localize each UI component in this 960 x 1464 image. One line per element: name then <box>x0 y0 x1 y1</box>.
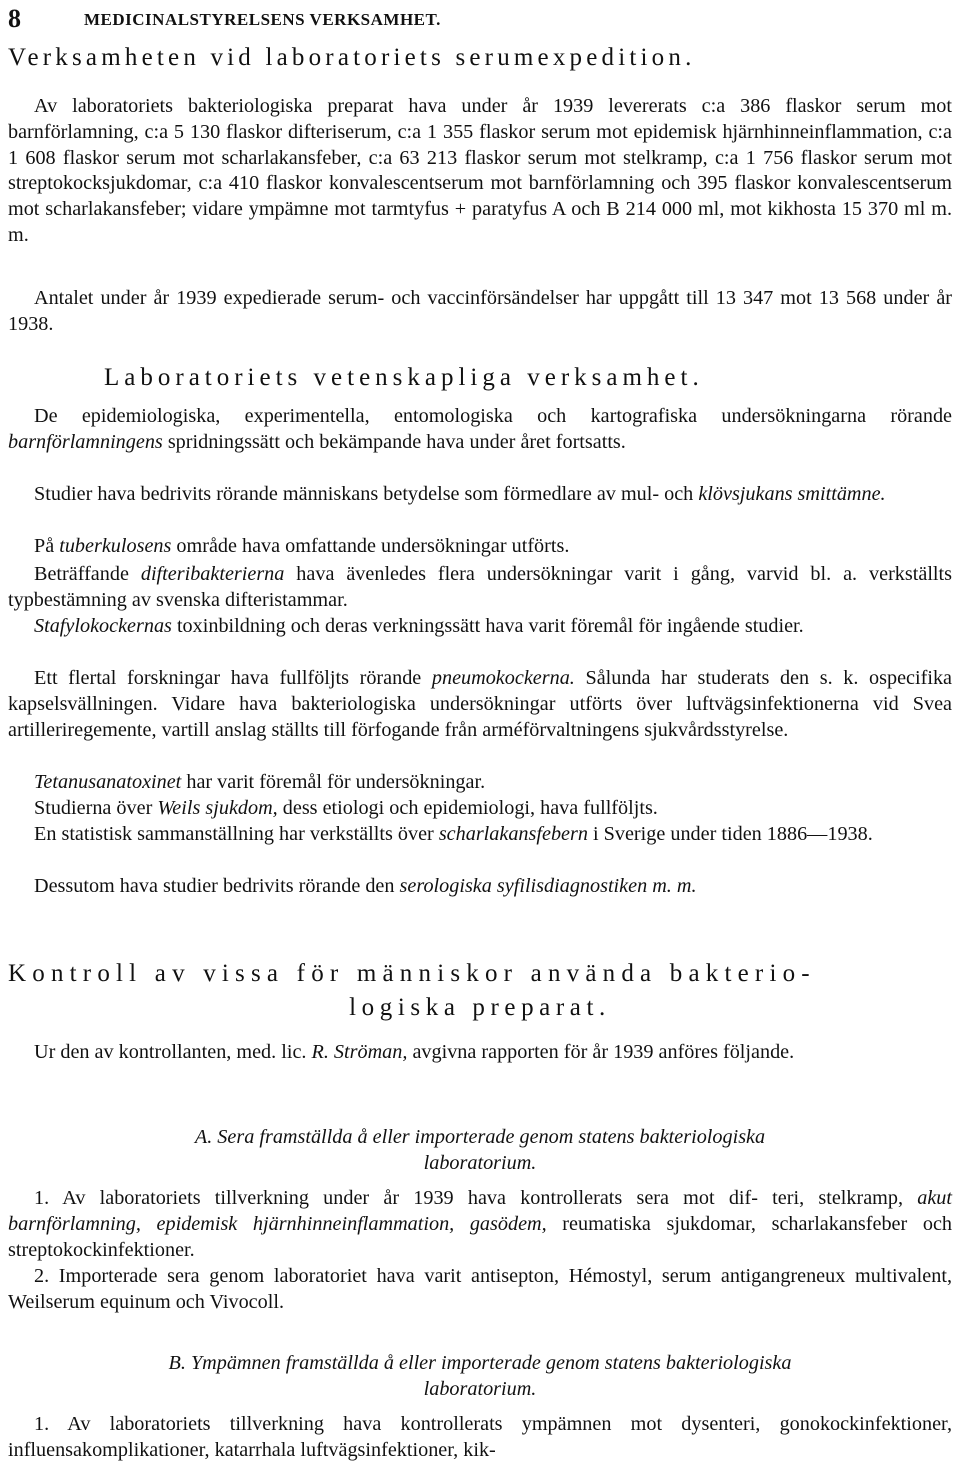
paragraph-report-intro: Ur den av kontrollanten, med. lic. R. Ströman, avgivna rapporten för år 1939 anföres följande. <box>34 1041 795 1063</box>
paragraph-tuberculosis: På tuberkulosens område hava omfattande undersökningar utförts. <box>34 535 570 557</box>
subheading-a-line1: A. Sera framställda å eller importerade genom statens bakteriologiska <box>194 1126 766 1148</box>
section-heading-control-line1: Kontroll av vissa för människor använda bakterio- <box>8 960 816 987</box>
paragraph-a1-sera-controlled: 1. Av laboratoriets tillverkning under år 1939 hava kontrollerats sera mot dif- teri, stelkramp, akut barnförlamning, epidemisk hjärnhinneinflammation, gasödem, reumatiska sjukdomar, scharlakansfeber och streptokockinfektioner. <box>8 1187 953 1261</box>
paragraph-syphilis-diagnostics: Dessutom hava studier bedrivits rörande den serologiska syfilisdiagnostiken m. m. <box>34 875 697 897</box>
paragraph-scarlet-fever-statistics: En statistisk sammanställning har verkställts över scharlakansfebern i Sverige under tiden 1886—1938. <box>34 823 873 845</box>
paragraph-shipments: Antalet under år 1939 expedierade serum- och vaccinförsändelser har uppgått till 13 347 mot 13 568 under år 1938. <box>8 287 952 335</box>
paragraph-weils: Studierna över Weils sjukdom, dess etiologi och epidemiologi, hava fullföljts. <box>34 797 658 819</box>
paragraph-staphylococci: Stafylokockernas toxinbildning och deras verkningssätt hava varit föremål för ingående studier. <box>34 615 804 637</box>
subheading-b-line1: B. Ympämnen framställda å eller importerade genom statens bakteriologiska <box>168 1352 792 1374</box>
section-heading-control-line2: logiska preparat. <box>349 994 611 1021</box>
section-heading-serumexpedition: Verksamheten vid laboratoriets serumexpedition. <box>8 44 696 71</box>
paragraph-foot-and-mouth: Studier hava bedrivits rörande människans betydelse som förmedlare av mul- och klövsjukans smittämne. <box>34 483 886 505</box>
page-header <box>8 4 952 32</box>
paragraph-polio-research: De epidemiologiska, experimentella, entomologiska och kartografiska undersökningarna rörande barnförlamningens spridningssätt och bekämpande hava under året fortsatts. <box>8 405 952 453</box>
subheading-a-line2: laboratorium. <box>423 1152 537 1174</box>
section-heading-research: Laboratoriets vetenskapliga verksamhet. <box>104 364 704 391</box>
paragraph-b1-vaccines: 1. Av laboratoriets tillverkning hava kontrollerats ympämnen mot dysenteri, gonokockinfektioner, influensakomplikationer, katarrhala luftvägsinfektioner, kik- <box>8 1413 952 1461</box>
paragraph-a2-imported-sera: 2. Importerade sera genom laboratoriet hava varit antisepton, Hémostyl, serum antigangreneux multivalent, Weilserum equinum och Vivocoll. <box>8 1265 952 1313</box>
paragraph-deliveries: Av laboratoriets bakteriologiska preparat hava under år 1939 levererats c:a 386 flaskor serum mot barnförlamning, c:a 5 130 flaskor difteriserum, c:a 1 355 flaskor serum mot epidemisk hjärnhinneinflammation, c:a 1 608 flaskor serum mot scharlakansfeber, c:a 63 213 flaskor serum mot stelkramp, c:a 1 756 flaskor serum mot streptokocksjukdomar, c:a 410 flaskor konvalescentserum mot barnförlamning och 395 flaskor konvalescentserum mot scharlakansfeber; vidare ympämne mot tarmtyfus + paratyfus A och B 214 000 ml, mot kikhosta 15 370 ml m. m. <box>8 95 952 246</box>
page-number: 8 <box>8 4 21 33</box>
paragraph-tetanus: Tetanusanatoxinet har varit föremål för undersökningar. <box>34 771 486 793</box>
paragraph-pneumococci: Ett flertal forskningar hava fullföljts rörande pneumokockerna. Sålunda har studerats den s. k. ospecifika kapselsvällningen. Vidare hava bakteriologiska undersökningar utförts över luftvägsinfektionerna vid Svea artilleriregemente, vartill anslag ställts till förfogande från arméförvaltningens sjukvårdsstyrelse. <box>8 667 952 741</box>
running-title: MEDICINALSTYRELSENS VERKSAMHET. <box>84 10 441 29</box>
paragraph-diphtheria: Beträffande difteribakterierna hava ävenledes flera undersökningar varit i gång, varvid bl. a. verkställts typbestämning av svenska difteristammar. <box>8 563 953 611</box>
subheading-b-line2: laboratorium. <box>423 1378 537 1400</box>
